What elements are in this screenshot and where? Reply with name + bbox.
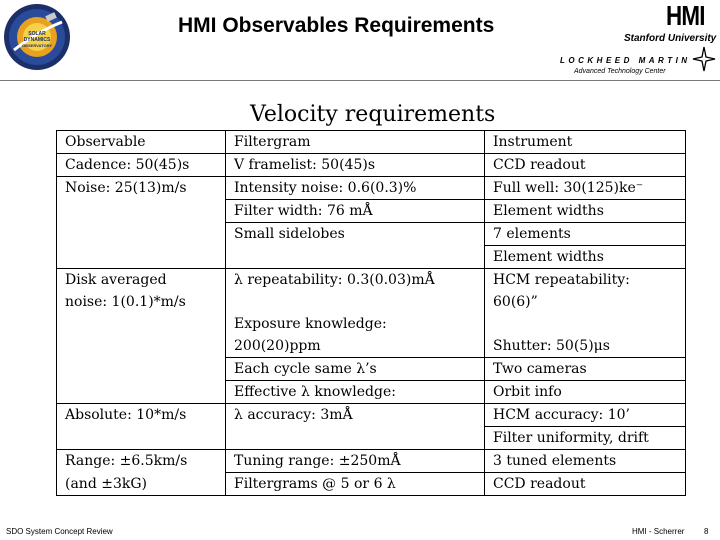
table-cell: 200(20)ppm xyxy=(226,335,485,358)
table-cell: Exposure knowledge: xyxy=(226,313,485,335)
table-cell: noise: 1(0.1)*m/s xyxy=(57,291,226,313)
table-cell: HCM accuracy: 10’ xyxy=(485,404,686,427)
table-cell: CCD readout xyxy=(485,473,686,496)
table-header-row xyxy=(57,131,686,154)
company-name: LOCKHEED MARTIN xyxy=(560,56,691,65)
footer-author: HMI - Scherrer xyxy=(632,527,685,536)
table-row xyxy=(57,381,686,404)
center-name: Advanced Technology Center xyxy=(574,68,666,75)
table-row xyxy=(57,154,686,177)
table-cell xyxy=(57,200,226,223)
table-cell: HCM repeatability: xyxy=(485,269,686,292)
table-cell: Each cycle same λ’s xyxy=(226,358,485,381)
table-row xyxy=(57,404,686,427)
table-row xyxy=(57,223,686,246)
footer-review-name: SDO System Concept Review xyxy=(6,527,113,536)
table-cell: Orbit info xyxy=(485,381,686,404)
table-cell: Shutter: 50(5)μs xyxy=(485,335,686,358)
table-row xyxy=(57,427,686,450)
table-cell: Two cameras xyxy=(485,358,686,381)
table-cell: λ repeatability: 0.3(0.03)mÅ xyxy=(226,269,485,292)
table-row xyxy=(57,200,686,223)
lockheed-star-icon xyxy=(692,46,716,72)
table-cell: Element widths xyxy=(485,200,686,223)
table-row xyxy=(57,177,686,200)
table-row xyxy=(57,246,686,269)
table-cell xyxy=(485,313,686,335)
hmi-logo: HMI xyxy=(666,0,705,31)
university-name: Stanford University xyxy=(624,33,717,44)
table-cell xyxy=(57,427,226,450)
table-cell: CCD readout xyxy=(485,154,686,177)
table-cell: Range: ±6.5km/s xyxy=(57,450,226,473)
page-title: HMI Observables Requirements xyxy=(178,14,495,37)
table-row xyxy=(57,313,686,335)
slide-heading: Velocity requirements xyxy=(250,102,496,127)
table-cell xyxy=(57,246,226,269)
table-row xyxy=(57,335,686,358)
header-divider xyxy=(0,80,720,81)
table-cell: 60(6)” xyxy=(485,291,686,313)
table-cell: 7 elements xyxy=(485,223,686,246)
table-row xyxy=(57,269,686,292)
header-filtergram: Filtergram xyxy=(226,131,485,154)
table-row xyxy=(57,473,686,496)
table-cell: Small sidelobes xyxy=(226,223,485,246)
table-cell xyxy=(226,246,485,269)
table-cell: Disk averaged xyxy=(57,269,226,292)
sdo-logo-text-observatory: OBSERVATORY xyxy=(21,43,53,48)
table-cell: Noise: 25(13)m/s xyxy=(57,177,226,200)
header-instrument: Instrument xyxy=(485,131,686,154)
table-cell: Filtergrams @ 5 or 6 λ xyxy=(226,473,485,496)
table-row xyxy=(57,291,686,313)
table-cell xyxy=(57,223,226,246)
table-row xyxy=(57,450,686,473)
table-cell xyxy=(226,427,485,450)
table-cell xyxy=(57,381,226,404)
header-observable: Observable xyxy=(57,131,226,154)
table-row xyxy=(57,358,686,381)
table-cell xyxy=(57,313,226,335)
table-cell: (and ±3kG) xyxy=(57,473,226,496)
table-cell: V framelist: 50(45)s xyxy=(226,154,485,177)
table-cell: 3 tuned elements xyxy=(485,450,686,473)
table-cell xyxy=(226,291,485,313)
table-cell: Absolute: 10*m/s xyxy=(57,404,226,427)
table-cell: Effective λ knowledge: xyxy=(226,381,485,404)
table-cell: Filter width: 76 mÅ xyxy=(226,200,485,223)
page-number: 8 xyxy=(704,527,709,536)
table-cell: Full well: 30(125)ke⁻ xyxy=(485,177,686,200)
table-cell xyxy=(57,358,226,381)
sdo-logo-text-solar: SOLAR xyxy=(28,31,46,37)
table-cell: Cadence: 50(45)s xyxy=(57,154,226,177)
sdo-logo xyxy=(2,2,72,72)
requirements-table xyxy=(56,130,686,496)
table-cell: Intensity noise: 0.6(0.3)% xyxy=(226,177,485,200)
table-cell xyxy=(57,335,226,358)
table-cell: Filter uniformity, drift xyxy=(485,427,686,450)
table-cell: Element widths xyxy=(485,246,686,269)
table-cell: λ accuracy: 3mÅ xyxy=(226,404,485,427)
table-cell: Tuning range: ±250mÅ xyxy=(226,450,485,473)
sdo-logo-text-dynamics: DYNAMICS xyxy=(23,37,51,43)
